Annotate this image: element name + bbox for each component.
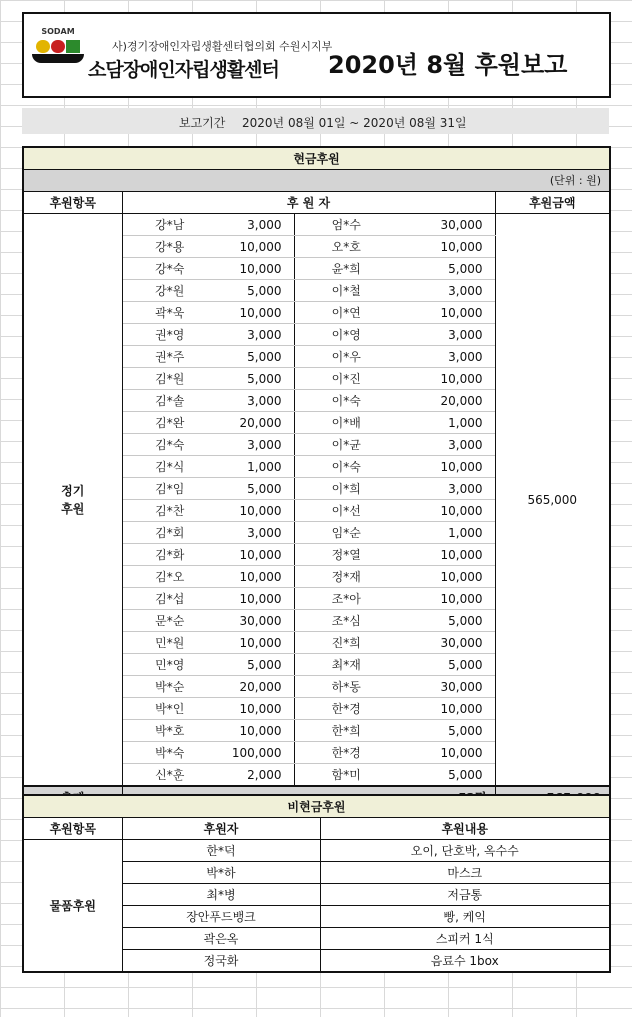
donor-name: 권*주 (122, 346, 217, 368)
donor-name: 김*찬 (122, 500, 217, 522)
donor-name: 이*배 (294, 412, 398, 434)
donor-amount: 20,000 (217, 676, 294, 698)
category-line-2: 후원 (61, 501, 85, 516)
logo-yellow-shape (36, 40, 50, 53)
table-row (23, 214, 610, 236)
org-name: 소담장애인자립생활센터 (88, 59, 279, 81)
donor-name: 김*오 (122, 566, 217, 588)
donor-name: 박*숙 (122, 742, 217, 764)
donor-amount: 30,000 (398, 632, 495, 654)
donor-amount: 20,000 (217, 412, 294, 434)
donor-amount: 10,000 (217, 258, 294, 280)
goods-donor: 한*덕 (122, 840, 320, 862)
header-item: 후원항목 (23, 192, 122, 214)
donor-name: 박*인 (122, 698, 217, 720)
donor-amount: 100,000 (217, 742, 294, 764)
goods-content: 스피커 1식 (320, 928, 610, 950)
donor-name: 김*원 (122, 368, 217, 390)
donor-amount: 5,000 (398, 764, 495, 787)
donor-name: 김*섭 (122, 588, 217, 610)
donor-name: 이*철 (294, 280, 398, 302)
logo-green-shape (66, 40, 80, 53)
donor-name: 김*임 (122, 478, 217, 500)
donor-name: 정*열 (294, 544, 398, 566)
donor-name: 하*동 (294, 676, 398, 698)
donor-amount: 5,000 (398, 654, 495, 676)
period-range: 2020년 08월 01일 ~ 2020년 08월 31일 (242, 116, 467, 130)
donor-name: 이*선 (294, 500, 398, 522)
donor-amount: 5,000 (398, 258, 495, 280)
donor-amount: 5,000 (398, 720, 495, 742)
donor-name: 오*호 (294, 236, 398, 258)
donor-name: 김*솔 (122, 390, 217, 412)
donor-amount: 10,000 (217, 632, 294, 654)
donor-name: 진*희 (294, 632, 398, 654)
donor-amount: 3,000 (217, 522, 294, 544)
goods-donor: 정국화 (122, 950, 320, 973)
donor-amount: 10,000 (398, 302, 495, 324)
donor-amount: 10,000 (398, 544, 495, 566)
donor-amount: 5,000 (217, 280, 294, 302)
table-row (23, 840, 610, 862)
donor-name: 한*경 (294, 698, 398, 720)
donor-amount: 3,000 (398, 478, 495, 500)
nc-header-donor: 후원자 (122, 818, 320, 840)
donor-name: 김*회 (122, 522, 217, 544)
donor-amount: 10,000 (398, 456, 495, 478)
donor-amount: 20,000 (398, 390, 495, 412)
donor-name: 김*식 (122, 456, 217, 478)
donor-amount: 10,000 (398, 588, 495, 610)
donor-amount: 3,000 (398, 280, 495, 302)
logo-red-shape (51, 40, 65, 53)
donor-name: 이*영 (294, 324, 398, 346)
donor-amount: 10,000 (398, 698, 495, 720)
donor-amount: 10,000 (217, 720, 294, 742)
donor-amount: 10,000 (217, 698, 294, 720)
donor-name: 임*순 (294, 522, 398, 544)
donor-name: 함*미 (294, 764, 398, 787)
category-line-1: 정기 (61, 483, 85, 498)
donor-name: 강*남 (122, 214, 217, 236)
donor-amount: 3,000 (217, 390, 294, 412)
donor-amount: 3,000 (217, 324, 294, 346)
donor-name: 이*우 (294, 346, 398, 368)
donor-amount: 3,000 (398, 324, 495, 346)
category-goods: 물품후원 (23, 840, 122, 973)
donor-amount: 3,000 (398, 434, 495, 456)
cash-section-title: 현금후원 (23, 147, 610, 170)
donor-name: 정*재 (294, 566, 398, 588)
donor-amount: 10,000 (217, 302, 294, 324)
logo-text: SODAM (41, 27, 75, 36)
donor-name: 민*원 (122, 632, 217, 654)
category-regular (23, 214, 122, 787)
period-label: 보고기간 (179, 116, 226, 130)
donor-name: 조*심 (294, 610, 398, 632)
donor-name: 강*원 (122, 280, 217, 302)
header-amount: 후원금액 (495, 192, 610, 214)
donor-amount: 2,000 (217, 764, 294, 787)
goods-content: 음료수 1box (320, 950, 610, 973)
nc-header-content: 후원내용 (320, 818, 610, 840)
donor-amount: 5,000 (217, 478, 294, 500)
donor-name: 한*희 (294, 720, 398, 742)
donor-amount: 10,000 (217, 588, 294, 610)
donor-name: 이*진 (294, 368, 398, 390)
goods-donor: 최*병 (122, 884, 320, 906)
donor-amount: 5,000 (398, 610, 495, 632)
donor-amount: 3,000 (217, 214, 294, 236)
logo-base-shape (32, 54, 84, 63)
donor-amount: 10,000 (398, 236, 495, 258)
goods-donor: 장안푸드뱅크 (122, 906, 320, 928)
nc-header-item: 후원항목 (23, 818, 122, 840)
goods-content: 저금통 (320, 884, 610, 906)
donor-name: 문*순 (122, 610, 217, 632)
goods-content: 오이, 단호박, 옥수수 (320, 840, 610, 862)
donor-name: 김*화 (122, 544, 217, 566)
donor-amount: 10,000 (398, 566, 495, 588)
donor-amount: 10,000 (398, 500, 495, 522)
donor-name: 최*재 (294, 654, 398, 676)
donor-amount: 5,000 (217, 368, 294, 390)
donor-name: 강*용 (122, 236, 217, 258)
report-period (22, 108, 609, 134)
header-donor: 후 원 자 (122, 192, 495, 214)
donor-name: 박*순 (122, 676, 217, 698)
donor-name: 조*아 (294, 588, 398, 610)
donor-name: 민*영 (122, 654, 217, 676)
org-subtitle: 사)경기장애인자립생활센터협의회 수원시지부 (112, 40, 333, 53)
donor-name: 강*숙 (122, 258, 217, 280)
donor-name: 이*연 (294, 302, 398, 324)
donor-amount: 30,000 (398, 676, 495, 698)
donor-amount: 1,000 (398, 412, 495, 434)
donor-amount: 30,000 (217, 610, 294, 632)
noncash-section-title: 비현금후원 (23, 795, 610, 818)
goods-donor: 곽은옥 (122, 928, 320, 950)
logo (32, 27, 84, 69)
donor-name: 이*희 (294, 478, 398, 500)
donor-amount: 10,000 (398, 742, 495, 764)
donor-amount: 30,000 (398, 214, 495, 236)
donor-amount: 1,000 (217, 456, 294, 478)
donor-name: 권*영 (122, 324, 217, 346)
category-amount: 565,000 (495, 214, 610, 787)
donor-amount: 10,000 (217, 236, 294, 258)
donor-amount: 10,000 (398, 368, 495, 390)
donor-name: 이*균 (294, 434, 398, 456)
donor-name: 이*숙 (294, 390, 398, 412)
donor-name: 한*경 (294, 742, 398, 764)
noncash-donation-table (22, 794, 611, 973)
goods-content: 빵, 케익 (320, 906, 610, 928)
donor-amount: 5,000 (217, 654, 294, 676)
unit-label: (단위 : 원) (23, 170, 610, 192)
cash-donation-table (22, 146, 611, 810)
donor-name: 윤*희 (294, 258, 398, 280)
donor-amount: 5,000 (217, 346, 294, 368)
donor-name: 곽*욱 (122, 302, 217, 324)
donor-amount: 3,000 (398, 346, 495, 368)
donor-amount: 3,000 (217, 434, 294, 456)
donor-name: 김*완 (122, 412, 217, 434)
donor-name: 이*숙 (294, 456, 398, 478)
donor-amount: 10,000 (217, 500, 294, 522)
donor-amount: 10,000 (217, 566, 294, 588)
donor-name: 엄*수 (294, 214, 398, 236)
donor-name: 박*호 (122, 720, 217, 742)
goods-donor: 박*하 (122, 862, 320, 884)
donor-name: 신*훈 (122, 764, 217, 787)
goods-content: 마스크 (320, 862, 610, 884)
donor-name: 김*숙 (122, 434, 217, 456)
donor-amount: 10,000 (217, 544, 294, 566)
report-title: 2020년 8월 후원보고 (328, 51, 568, 79)
donor-amount: 1,000 (398, 522, 495, 544)
